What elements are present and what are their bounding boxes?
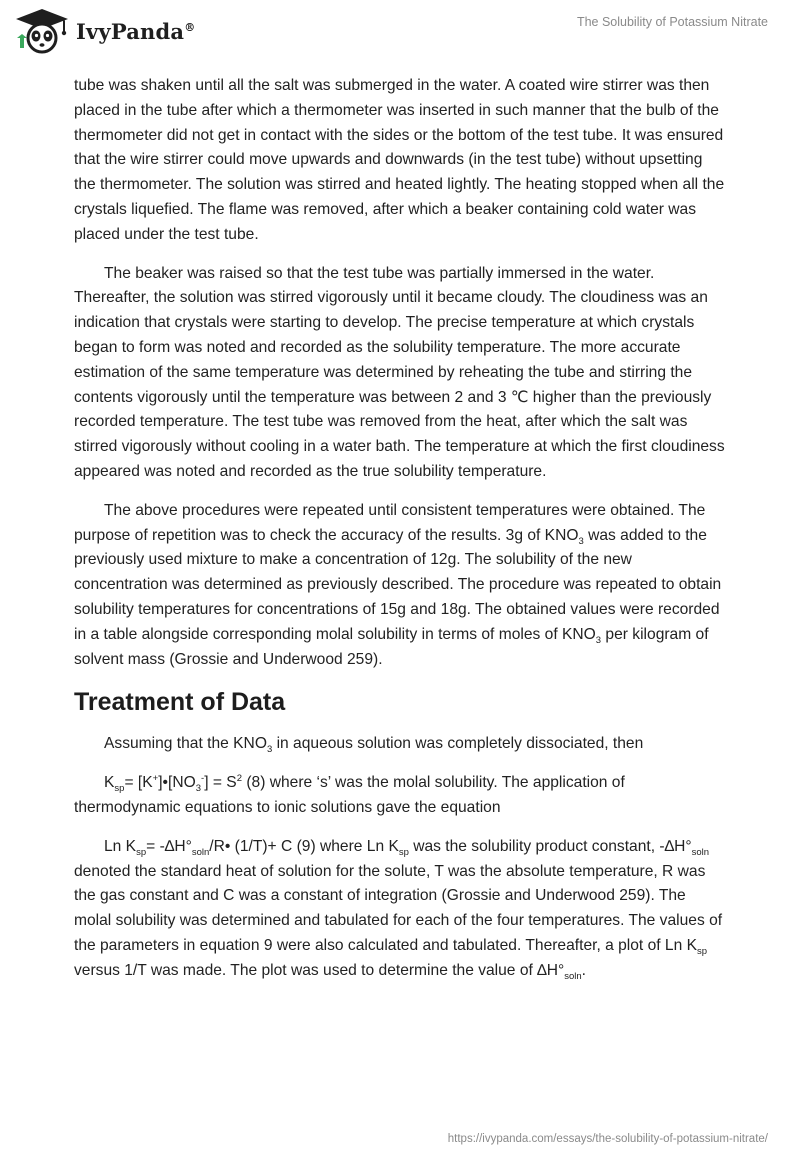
essay-content [74, 74, 726, 998]
section-heading: Treatment of Data [74, 688, 286, 717]
page-header [0, 0, 800, 62]
source-url-link[interactable]: https://ivypanda.com/essays/the-solubility-of-potassium-nitrate/ [447, 1133, 768, 1145]
brand-name: IvyPanda® [76, 18, 196, 44]
paragraph-equation-8: $K_{sp}=$ $[K^+]•[NO_3^-] = S^2$ (8) where ‘s’ was the molal solubility. The application of thermodynamic equations to ionic solutions gave the equation [74, 772, 625, 816]
paragraph-assumption: Assuming that the $KNO_3$ in aqueous solution was completely dissociated, then [104, 735, 644, 756]
paragraph-procedure-cooling: The beaker was raised so that the test tube was partially immersed in the water. Thereafter, the solution was stirred vigorously until it became cloudy. The cloudiness was an indication that crystals were starting to develop. The precise temperature at which crystals began to form was noted and recorded as the solubility temperature. The more accurate estimation of the same temperature was determined by reheating the tube and stirring the contents vigorously until the temperature was between 2 and 3 ℃ higher than the previously recorded temperature. The test tube was removed from the heat, after which the salt was stirred vigorously without cooling in a water bath. The temperature at which the first cloudiness appeared was noted and recorded as the true solubility temperature. [74, 264, 725, 480]
panda-graduate-logo-icon [14, 8, 70, 54]
paragraph-procedure-heating: tube was shaken until all the salt was submerged in the water. A coated wire stirrer was then placed in the tube after which a thermometer was inserted in such manner that the bulb of the thermometer did not get in contact with the sides or the bottom of the test tube. It was ensured that the wire stirrer could move upwards and downwards (in the test tube) without upsetting the thermometer. The solution was stirred and heated lightly. The heating stopped when all the crystals liquefied. The flame was removed, after which a beaker containing cold water was placed under the test tube. [74, 77, 725, 243]
paragraph-equation-9: Ln $K_{sp}=$ $-\Delta H^\circ_{soln}/R•$ (1/T)+ C (9) where Ln $K_{sp}$ was the solubility product constant, $-\Delta H^\circ_{soln}$ denoted the standard heat of solution for the solute, T was the absolute temperature, R was the gas constant and C was a constant of integration (Grossie and Underwood 259). The molal solubility was determined and tabulated for each of the four temperatures. The values of the parameters in equation 9 were also calculated and tabulated. Thereafter, a plot of Ln $K_{sp}$ versus 1/T was made. The plot was used to determine the value of $\Delta H^\circ_{soln}$. [74, 837, 723, 982]
ivypanda-logo[interactable] [14, 8, 195, 54]
document-title: The Solubility of Potassium Nitrate [576, 15, 768, 29]
paragraph-procedure-repetition: The above procedures were repeated until consistent temperatures were obtained. The purpose of repetition was to check the accuracy of the results. 3g of $KNO_3$ was added to the previously used mixture to make a concentration of 12g. The solubility of the new concentration was determined as previously described. The procedure was repeated to obtain solubility temperatures for concentrations of 15g and 18g. The obtained values were recorded in a table alongside corresponding molal solubility in terms of moles of $KNO_3$ per kilogram of solvent mass (Grossie and Underwood 259). [74, 501, 722, 668]
